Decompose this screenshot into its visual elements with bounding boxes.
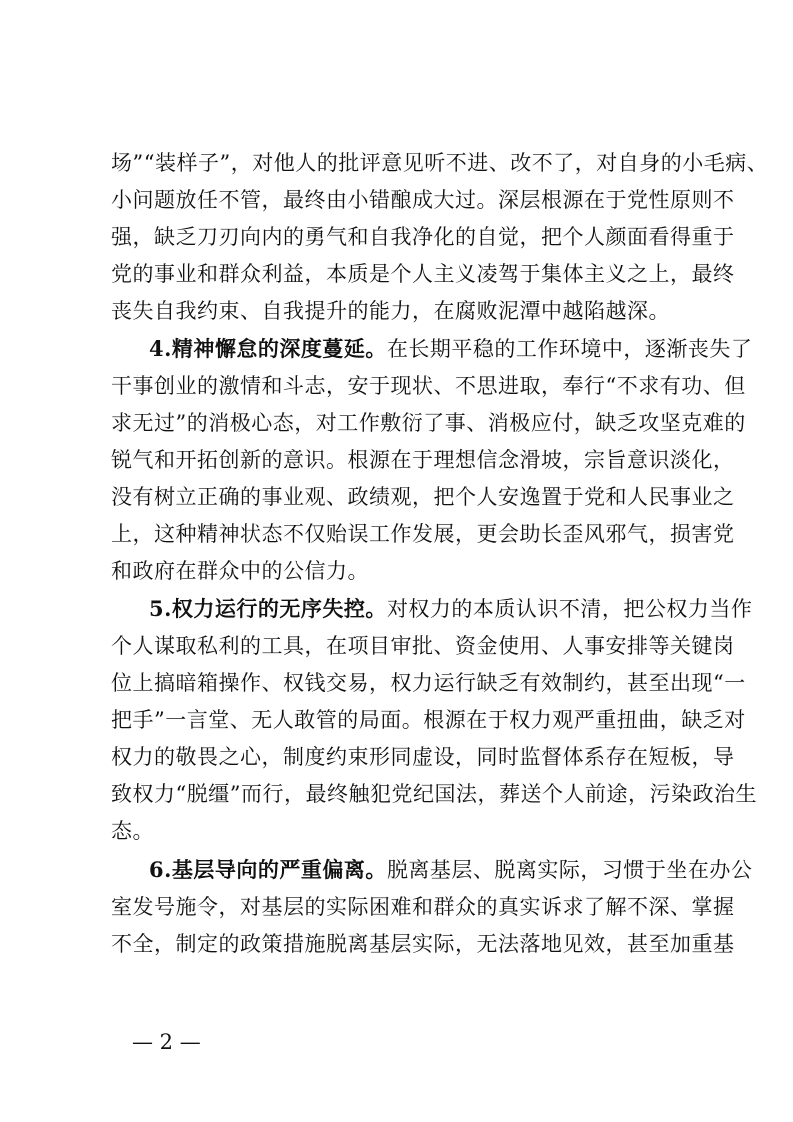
- paragraph-line: 不全，制定的政策措施脱离基层实际，无法落地见效，甚至加重基: [111, 932, 735, 956]
- item-6-heading: 6.基层导向的严重偏离。: [149, 857, 387, 882]
- paragraph-line: 求无过”的消极心态，对工作敷衍了事、消极应付，缺乏攻坚克难的: [111, 411, 746, 435]
- paragraph-line: 上，这种精神状态不仅贻误工作发展，更会助长歪风邪气，损害党: [111, 522, 735, 546]
- paragraph-line: 位上搞暗箱操作、权钱交易，权力运行缺乏有效制约，甚至出现“一: [111, 671, 746, 695]
- paragraph-line: 锐气和开拓创新的意识。根源在于理想信念滑坡，宗旨意识淡化，: [111, 448, 735, 472]
- paragraph-line: 丧失自我约束、自我提升的能力，在腐败泥潭中越陷越深。: [111, 299, 670, 323]
- paragraph-line: 室发号施令，对基层的实际困难和群众的真实诉求了解不深、掌握: [111, 895, 735, 919]
- item-4-first-text: 在长期平稳的工作环境中，逐渐丧失了: [386, 337, 753, 361]
- paragraph-line: 干事创业的激情和斗志，安于现状、不思进取，奉行“不求有功、但: [111, 374, 746, 398]
- item-6-first-text: 脱离基层、脱离实际，习惯于坐在办公: [386, 858, 753, 882]
- page-number: — 2 —: [132, 1030, 201, 1054]
- paragraph-line: 场”“装样子”，对他人的批评意见听不进、改不了，对自身的小毛病、: [111, 151, 769, 175]
- item-5-first-line: [149, 594, 753, 624]
- item-6-first-line: [149, 855, 753, 885]
- paragraph-line: 把手”一言堂、无人敢管的局面。根源在于权力观严重扭曲，缺乏对: [111, 708, 746, 732]
- item-4-heading: 4.精神懈怠的深度蔓延。: [149, 336, 387, 361]
- paragraph-line: 态。: [111, 819, 154, 843]
- paragraph-line: 强，缺乏刀刃向内的勇气和自我净化的自觉，把个人颜面看得重于: [111, 225, 735, 249]
- paragraph-line: 和政府在群众中的公信力。: [111, 559, 369, 583]
- item-4-first-line: [149, 334, 753, 364]
- paragraph-line: 党的事业和群众利益，本质是个人主义凌驾于集体主义之上，最终: [111, 262, 735, 286]
- paragraph-line: 小问题放任不管，最终由小错酿成大过。深层根源在于党性原则不: [111, 188, 735, 212]
- paragraph-line: 致权力“脱缰”而行，最终触犯党纪国法，葬送个人前途，污染政治生: [111, 782, 757, 806]
- paragraph-line: 个人谋取私利的工具，在项目审批、资金使用、人事安排等关键岗: [111, 634, 735, 658]
- paragraph-line: 没有树立正确的事业观、政绩观，把个人安逸置于党和人民事业之: [111, 485, 735, 509]
- item-5-first-text: 对权力的本质认识不清，把公权力当作: [386, 597, 753, 621]
- item-5-heading: 5.权力运行的无序失控。: [149, 596, 387, 621]
- paragraph-line: 权力的敬畏之心，制度约束形同虚设，同时监督体系存在短板，导: [111, 745, 735, 769]
